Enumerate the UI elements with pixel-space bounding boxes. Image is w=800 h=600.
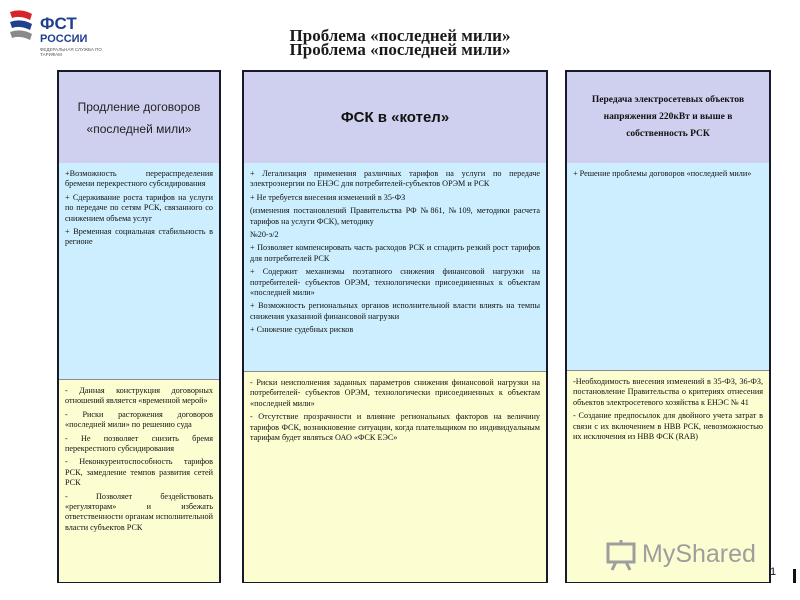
pro-item: + Легализация применения различных тарифов на услуги по передаче электроэнергии по ЕНЭС для потребителей-субъектов ОРЭМ и РСК bbox=[250, 169, 540, 189]
con-item: - Отсутствие прозрачности и влияние региональных факторов на величину тарифов ФСК, возникновение ситуации, когда плательщиком по индивидуальным тарифам будет являться ОАО «ФСК ЕЭС» bbox=[250, 412, 540, 443]
pro-item: + Позволяет компенсировать часть расходов РСК и сгладить резкий рост тарифов для потребителей РСК bbox=[250, 243, 540, 263]
column-header: Передача электросетевых объектов напряжения 220кВт и выше в собственность РСК bbox=[567, 72, 769, 163]
column-header: Продление договоров «последней мили» bbox=[59, 72, 219, 163]
con-item: - Данная конструкция договорных отношений является «временной мерой» bbox=[65, 386, 213, 406]
con-item: - Не позволяет снизить бремя перекрестного субсидирования bbox=[65, 433, 213, 454]
column-last-mile-contracts bbox=[57, 70, 221, 583]
fst-emblem-icon bbox=[6, 6, 36, 62]
pro-item: +Возможность перераспределения бремени перекрестного субсидирования bbox=[65, 169, 213, 189]
con-item: - Создание предпосылок для двойного учета затрат в связи с их включением в НВВ РСК, невозможностью их исключения из НВВ ФСК (RAB) bbox=[573, 411, 763, 442]
con-item: - Риски расторжения договоров «последней мили» по решению суда bbox=[65, 409, 213, 430]
pro-item: + Сдерживание роста тарифов на услуги по передаче по сетям РСК, связанного со снижением объема услуг bbox=[65, 192, 213, 223]
pro-item: + Возможность региональных органов исполнительной власти влиять на темпы снижения указанной финансовой нагрузки bbox=[250, 301, 540, 321]
pro-item: + Содержит механизмы поэтапного снижения финансовой нагрузки на потребителей- субъектов ОРЭМ, технологически присоединенных к объектам «последней мили» bbox=[250, 267, 540, 298]
con-item: -Необходимость внесения изменений в 35-ФЗ, 36-ФЗ, постановление Правительства о критериях отнесения объектов электросетевого хозяйства к ЕНЭС № 41 bbox=[573, 377, 763, 407]
column-fsk-boiler bbox=[242, 70, 548, 583]
pros-section bbox=[567, 163, 769, 370]
column-transfer-to-rsk bbox=[565, 70, 771, 583]
pro-item: + Снижение судебных рисков bbox=[250, 325, 354, 335]
pro-item: (изменения постановлений Правительства РФ №861, №109, методики расчета тарифов на услуги ФСК), методику bbox=[250, 206, 540, 226]
pros-section bbox=[244, 163, 546, 371]
logo-caption: ФЕДЕРАЛЬНАЯ СЛУЖБА ПО ТАРИФАМ bbox=[40, 47, 102, 57]
edge-marker bbox=[793, 569, 796, 583]
pro-item: + Временная социальная стабильность в регионе bbox=[65, 227, 213, 247]
pro-item: + Решение проблемы договоров «последней мили» bbox=[573, 169, 752, 178]
page-title-shadow: Проблема «последней мили» bbox=[289, 26, 511, 45]
column-header: ФСК в «котел» bbox=[244, 72, 546, 163]
cons-section bbox=[244, 372, 546, 582]
logo-subtitle: РОССИИ bbox=[40, 33, 88, 45]
page-title: Проблема «последней мили» bbox=[289, 40, 511, 59]
pros-section bbox=[59, 163, 219, 379]
con-item: - Неконкурентоспособность тарифов РСК, замедление темпов развития сетей РСК bbox=[65, 457, 213, 488]
pro-item: + Не требуется внесения изменений в 35-ФЗ bbox=[250, 192, 406, 202]
cons-section bbox=[59, 380, 219, 582]
fst-logo bbox=[6, 6, 116, 62]
slide-number: 1 bbox=[770, 566, 777, 578]
presentation-screen-icon bbox=[604, 538, 640, 572]
con-item: - Позволяет бездействовать «регуляторам» и избежать ответственности органам исполнительной власти субъектов РСК bbox=[65, 491, 213, 532]
con-item: - Риски неисполнения заданных параметров снижения финансовой нагрузки на потребителей- субъектов ОРЭМ, технологически присоединенных к объектам «последней мили» bbox=[250, 378, 540, 408]
myshared-watermark bbox=[604, 538, 776, 572]
watermark-text: MyShared bbox=[642, 540, 756, 568]
logo-title: ФСТ bbox=[40, 14, 77, 33]
pro-item: №20-э/2 bbox=[250, 230, 279, 240]
title-area bbox=[200, 18, 600, 58]
